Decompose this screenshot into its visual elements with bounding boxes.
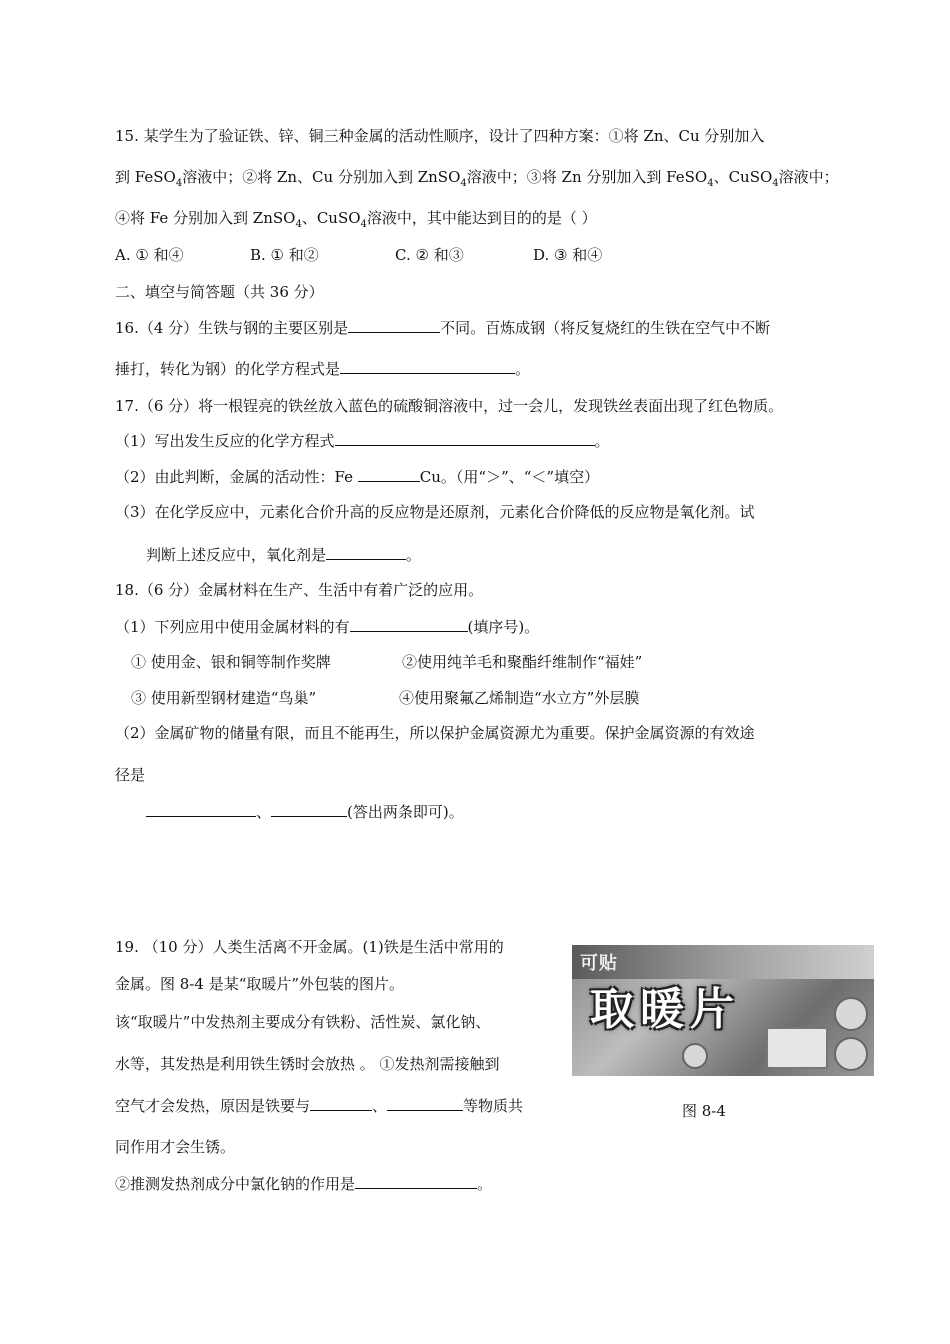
q18-line-1 — [115, 579, 483, 601]
q17-part-1 — [115, 429, 610, 451]
q17-text: （3）在化学反应中，元素化合价升高的反应物是还原剂，元素化合价降低的反应物是氧化剂。试 — [115, 503, 755, 521]
q18-part-1 — [115, 615, 539, 637]
heat-pack-photo — [572, 945, 874, 1076]
q15-text: 溶液中；②将 Zn、Cu 分别加入到 ZnSO — [182, 168, 461, 186]
option-b[interactable]: B. ① 和② — [250, 246, 319, 264]
q19-text: 同作用才会生锈。 — [115, 1138, 236, 1156]
q16-text: 。 — [515, 360, 531, 378]
q19-text: 等物质共 — [463, 1097, 524, 1115]
q17-line-1 — [115, 395, 783, 417]
answer-blank[interactable] — [146, 800, 256, 817]
q17-text: 17.（6 分）将一根锃亮的铁丝放入蓝色的硫酸铜溶液中，过一会儿，发现铁丝表面出现了红色物质。 — [115, 397, 784, 415]
q17-part-3b — [146, 543, 421, 565]
q19-text: 19. （10 分）人类生活离不开金属。(1)铁是生活中常用的 — [115, 938, 504, 956]
q16-line-2 — [115, 357, 530, 379]
q19-text: 、 — [372, 1097, 388, 1115]
answer-blank[interactable] — [355, 1172, 477, 1189]
q15-text: 溶液中； — [778, 168, 839, 186]
subscript: 4 — [772, 178, 779, 189]
subscript: 4 — [707, 178, 714, 189]
q18-text: 径是 — [115, 766, 146, 784]
photo-circle-icon — [834, 997, 868, 1031]
q17-text: 。 — [594, 432, 610, 450]
q19-line-3 — [115, 1011, 490, 1033]
q19-text: 该“取暖片”中发热剂主要成分有铁粉、活性炭、氯化钠、 — [115, 1013, 491, 1031]
q19-line-7 — [115, 1172, 492, 1194]
subscript: 4 — [460, 178, 467, 189]
section-title: 二、填空与简答题（共 36 分） — [115, 283, 324, 301]
q17-text: （2）由此判断，金属的活动性：Fe — [115, 468, 358, 486]
q18-option-1: ① 使用金、银和铜等制作奖牌 — [131, 653, 331, 671]
answer-blank[interactable] — [350, 615, 468, 632]
q17-text: Cu。（用“＞”、“＜”填空） — [419, 468, 600, 486]
q18-text: (填序号)。 — [467, 618, 540, 636]
q18-option-2: ②使用纯羊毛和聚酯纤维制作“福娃” — [402, 653, 643, 671]
photo-label-small: 可贴 — [580, 953, 618, 974]
q17-part-2 — [115, 465, 599, 487]
q15-text: ④将 Fe 分别加入到 ZnSO — [115, 209, 296, 227]
q18-text: （2）金属矿物的储量有限，而且不能再生，所以保护金属资源尤为重要。保护金属资源的有效途 — [115, 724, 755, 742]
q19-text: 。 — [477, 1175, 493, 1193]
photo-patch-shape — [766, 1027, 828, 1069]
answer-blank[interactable] — [387, 1094, 463, 1111]
q18-text: （1）下列应用中使用金属材料的有 — [115, 618, 350, 636]
answer-blank[interactable] — [340, 357, 515, 374]
q19-line-5 — [115, 1094, 523, 1116]
photo-label-big: 取暖片 — [590, 984, 740, 1035]
option-c[interactable]: C. ② 和③ — [395, 246, 464, 264]
q18-part-2b — [115, 764, 145, 786]
q15-line-2 — [115, 166, 839, 188]
photo-circle-icon — [834, 1037, 868, 1071]
q19-line-4 — [115, 1053, 500, 1075]
q18-part-2 — [115, 722, 755, 744]
q19-text: ②推测发热剂成分中氯化钠的作用是 — [115, 1175, 356, 1193]
q15-text: 到 FeSO — [115, 168, 176, 186]
q18-text: (答出两条即可)。 — [347, 803, 464, 821]
q19-line-2 — [115, 973, 404, 995]
q18-option-3: ③ 使用新型钢材建造“鸟巢” — [131, 689, 317, 707]
subscript: 4 — [360, 219, 367, 230]
q18-option-4: ④使用聚氟乙烯制造“水立方”外层膜 — [399, 689, 640, 707]
section-heading — [115, 281, 324, 303]
option-a[interactable]: A. ① 和④ — [115, 246, 184, 264]
q18-text: 18.（6 分）金属材料在生产、生活中有着广泛的应用。 — [115, 581, 484, 599]
subscript: 4 — [175, 178, 183, 189]
q15-text: 溶液中，其中能达到目的的是（ ） — [366, 209, 597, 227]
q19-line-6 — [115, 1136, 235, 1158]
option-d[interactable]: D. ③ 和④ — [533, 246, 603, 264]
answer-blank[interactable] — [310, 1094, 372, 1111]
answer-blank[interactable] — [348, 316, 440, 333]
answer-blank[interactable] — [271, 800, 347, 817]
q18-text: 、 — [256, 803, 272, 821]
q17-text: 判断上述反应中，氧化剂是 — [146, 546, 327, 564]
q19-text: 空气才会发热，原因是铁要与 — [115, 1097, 311, 1115]
answer-blank[interactable] — [335, 429, 595, 446]
q19-text: 水等，其发热是利用铁生锈时会放热 。 ①发热剂需接触到 — [115, 1055, 500, 1073]
q15-line-3 — [115, 207, 597, 229]
q17-part-3 — [115, 501, 755, 523]
subscript: 4 — [295, 219, 302, 230]
photo-circle-icon — [682, 1043, 708, 1069]
q17-text: 。 — [406, 546, 422, 564]
q15-text: 15. 某学生为了验证铁、锌、铜三种金属的活动性顺序，设计了四种方案：①将 Zn、Cu 分别加入 — [115, 127, 765, 145]
answer-blank[interactable] — [326, 543, 406, 560]
q16-text: 16.（4 分）生铁与钢的主要区别是 — [115, 319, 349, 337]
q15-line-1 — [115, 125, 764, 147]
q15-text: 溶液中；③将 Zn 分别加入到 FeSO — [466, 168, 708, 186]
q16-text: 不同。百炼成钢（将反复烧红的生铁在空气中不断 — [440, 319, 771, 337]
q15-text: 、CuSO — [713, 168, 773, 186]
q15-text: 、CuSO — [301, 209, 361, 227]
q16-text: 捶打，转化为钢）的化学方程式是 — [115, 360, 341, 378]
q18-part-2c — [146, 800, 464, 822]
q19-text: 金属。图 8-4 是某“取暖片”外包装的图片。 — [115, 975, 405, 993]
q16-line-1 — [115, 316, 770, 338]
q19-line-1 — [115, 936, 504, 958]
q17-text: （1）写出发生反应的化学方程式 — [115, 432, 335, 450]
figure-caption: 图 8-4 — [682, 1102, 726, 1120]
answer-blank[interactable] — [358, 465, 420, 482]
